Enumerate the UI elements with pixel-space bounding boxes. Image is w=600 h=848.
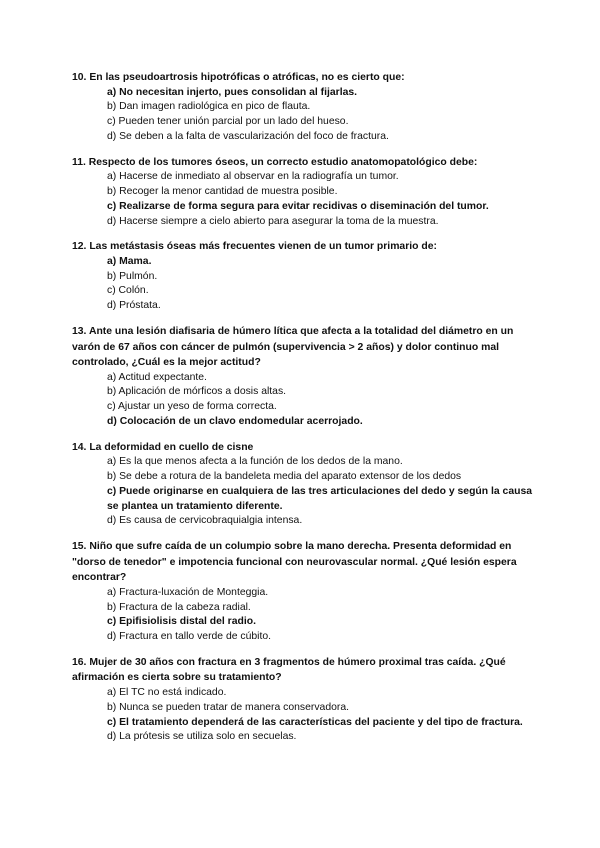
question-10 <box>72 70 542 145</box>
answer-option-a: a) No necesitan injerto, pues consolidan al fijarlas. <box>107 86 358 98</box>
question-13 <box>72 324 542 430</box>
answer-option-c: c) Ajustar un yeso de forma correcta. <box>107 401 277 413</box>
answer-options <box>72 371 542 430</box>
answer-option-a: a) Actitud expectante. <box>107 371 207 383</box>
answer-options <box>72 455 542 529</box>
answer-option-d: d) Se deben a la falta de vascularización del foco de fractura. <box>107 130 389 142</box>
question-stem: 10. En las pseudoartrosis hipotróficas o atróficas, no es cierto que: <box>72 72 405 83</box>
answer-option-c: c) El tratamiento dependerá de las características del paciente y del tipo de fractura. <box>107 716 523 728</box>
question-11 <box>72 155 542 230</box>
answer-options <box>72 586 542 645</box>
answer-option-b: b) Dan imagen radiológica en pico de flauta. <box>107 101 311 113</box>
question-15 <box>72 539 542 645</box>
question-12 <box>72 239 542 314</box>
answer-option-b: b) Nunca se pueden tratar de manera conservadora. <box>107 701 350 713</box>
answer-option-b: b) Recoger la menor cantidad de muestra posible. <box>107 185 338 197</box>
answer-option-a: a) Hacerse de inmediato al observar en la radiografía un tumor. <box>107 171 399 183</box>
answer-option-b: b) Se debe a rotura de la bandeleta media del aparato extensor de los dedos <box>107 471 462 483</box>
answer-option-d: d) Es causa de cervicobraquialgia intensa. <box>107 515 303 527</box>
answer-option-d: d) Hacerse siempre a cielo abierto para asegurar la toma de la muestra. <box>107 215 439 227</box>
answer-option-d: d) Fractura en tallo verde de cúbito. <box>107 631 272 643</box>
answer-option-d: d) Colocación de un clavo endomedular acerrojado. <box>107 415 363 427</box>
answer-option-c: c) Colón. <box>107 285 149 297</box>
answer-option-b: b) Fractura de la cabeza radial. <box>107 601 251 613</box>
question-stem: 16. Mujer de 30 años con fractura en 3 fragmentos de húmero proximal tras caída. ¿Qué afirmación es cierta sobre su tratamiento? <box>72 656 509 684</box>
answer-option-c: c) Pueden tener unión parcial por un lado del hueso. <box>107 116 349 128</box>
answer-option-a: a) Es la que menos afecta a la función de los dedos de la mano. <box>107 456 403 468</box>
answer-option-a: a) Mama. <box>107 255 152 267</box>
document-page <box>72 70 542 755</box>
answer-options <box>72 170 542 229</box>
answer-options <box>72 686 542 745</box>
question-stem: 14. La deformidad en cuello de cisne <box>72 441 254 453</box>
answer-option-a: a) El TC no está indicado. <box>107 686 227 698</box>
question-14 <box>72 440 542 529</box>
answer-option-c: c) Realizarse de forma segura para evitar recidivas o diseminación del tumor. <box>107 200 489 212</box>
answer-option-c: c) Epifisiolisis distal del radio. <box>107 616 256 628</box>
question-16 <box>72 655 542 745</box>
answer-option-d: d) La prótesis se utiliza solo en secuelas. <box>107 731 297 743</box>
answer-option-d: d) Próstata. <box>107 300 161 312</box>
question-stem: 13. Ante una lesión diafisaria de húmero lítica que afecta a la totalidad del diámetro en un varón de 67 años con cáncer de pulmón (supervivencia > 2 años) y dolor continuo mal controlado, ¿Cuál es la mejor actitud? <box>72 326 517 369</box>
answer-option-c: c) Puede originarse en cualquiera de las tres articulaciones del dedo y según la causa se plantea un tratamiento diferente. <box>107 485 535 512</box>
answer-options <box>72 86 542 145</box>
answer-option-a: a) Fractura-luxación de Monteggia. <box>107 586 269 598</box>
question-stem: 12. Las metástasis óseas más frecuentes vienen de un tumor primario de: <box>72 241 437 253</box>
question-stem: 11. Respecto de los tumores óseos, un correcto estudio anatomopatológico debe: <box>72 156 478 168</box>
question-stem: 15. Niño que sufre caída de un columpio sobre la mano derecha. Presenta deformidad en "dorso de tenedor" e impotencia funcional con neurovascular normal. ¿Qué lesión espera encontrar? <box>72 541 520 584</box>
answer-option-b: b) Pulmón. <box>107 270 158 282</box>
answer-options <box>72 255 542 314</box>
answer-option-b: b) Aplicación de mórficos a dosis altas. <box>107 386 287 398</box>
